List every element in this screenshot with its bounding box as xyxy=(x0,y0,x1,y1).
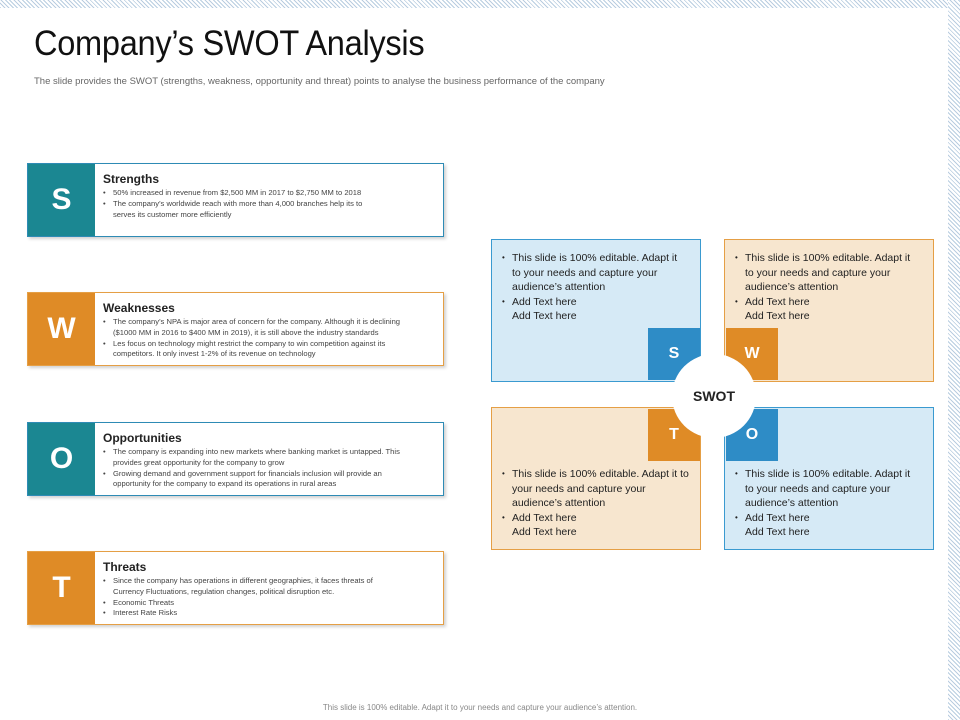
quadrant-letter: W xyxy=(726,328,778,380)
card-bullets xyxy=(103,576,435,619)
card-bullet: • Interest Rate Risks xyxy=(103,608,435,619)
quadrant-letter: T xyxy=(648,409,700,461)
quadrant-bullet: • Add Text here Add Text here xyxy=(735,511,925,540)
card-bullet: • The company’s worldwide reach with more than 4,000 branches help its to serves its customer more efficiently xyxy=(103,199,435,221)
quadrant-bullets xyxy=(735,467,925,540)
threats-card xyxy=(27,551,444,625)
quadrant-bullet: • This slide is 100% editable. Adapt it to your needs and capture your audience’s attention xyxy=(502,467,692,511)
quadrant-weaknesses xyxy=(724,239,934,382)
card-letter: O xyxy=(28,423,95,495)
card-bullets xyxy=(103,317,435,360)
opportunities-card xyxy=(27,422,444,496)
quadrant-threats xyxy=(491,407,701,550)
card-title: Threats xyxy=(103,560,147,574)
quadrant-bullets xyxy=(735,251,925,324)
quadrant-bullets xyxy=(502,467,692,540)
page-title: Company’s SWOT Analysis xyxy=(34,24,425,63)
footer-note: This slide is 100% editable. Adapt it to your needs and capture your audience’s attention. xyxy=(322,703,638,712)
card-bullet: • 50% increased in revenue from $2,500 MM in 2017 to $2,750 MM to 2018 xyxy=(103,188,435,199)
card-title: Weaknesses xyxy=(103,301,175,315)
quadrant-strengths xyxy=(491,239,701,382)
card-bullets xyxy=(103,447,435,490)
page-subtitle: The slide provides the SWOT (strengths, weakness, opportunity and threat) points to analyse the business performance of the company xyxy=(34,76,605,87)
card-bullet: • Since the company has operations in different geographies, it faces threats of Currency Fluctuations, regulation changes, political disruption etc. xyxy=(103,576,435,598)
swot-center-label: SWOT xyxy=(672,354,756,438)
quadrant-bullet: • Add Text here Add Text here xyxy=(502,511,692,540)
quadrant-bullet: • This slide is 100% editable. Adapt it to your needs and capture your audience’s attention xyxy=(502,251,692,295)
quadrant-letter: S xyxy=(648,328,700,380)
card-bullets xyxy=(103,188,435,220)
quadrant-bullet: • This slide is 100% editable. Adapt it to your needs and capture your audience’s attention xyxy=(735,467,925,511)
quadrant-opportunities xyxy=(724,407,934,550)
card-title: Opportunities xyxy=(103,431,182,445)
card-bullet: • Growing demand and government support for financials inclusion will provide an opportunity for the company to expand its operations in rural areas xyxy=(103,469,435,491)
weaknesses-card xyxy=(27,292,444,366)
decorative-border-right xyxy=(948,0,960,720)
card-bullet: • The company’s NPA is major area of concern for the company. Although it is declining ($1000 MM in 2016 to $400 MM in 2019), it is still above the industry standards xyxy=(103,317,435,339)
quadrant-letter: O xyxy=(726,409,778,461)
quadrant-bullet: • This slide is 100% editable. Adapt it to your needs and capture your audience’s attention xyxy=(735,251,925,295)
card-title: Strengths xyxy=(103,172,160,186)
card-letter: T xyxy=(28,552,95,624)
strengths-card xyxy=(27,163,444,237)
card-letter: W xyxy=(28,293,95,365)
card-bullet: • Les focus on technology might restrict the company to win competition against its competitors. It only invest 1-2% of its revenue on technology xyxy=(103,339,435,361)
decorative-border-top xyxy=(0,0,960,8)
quadrant-bullet: • Add Text here Add Text here xyxy=(735,295,925,324)
quadrant-bullet: • Add Text here Add Text here xyxy=(502,295,692,324)
card-bullet: • The company is expanding into new markets where banking market is untapped. This provides great opportunity for the company to grow xyxy=(103,447,435,469)
quadrant-bullets xyxy=(502,251,692,324)
card-bullet: • Economic Threats xyxy=(103,598,435,609)
card-letter: S xyxy=(28,164,95,236)
